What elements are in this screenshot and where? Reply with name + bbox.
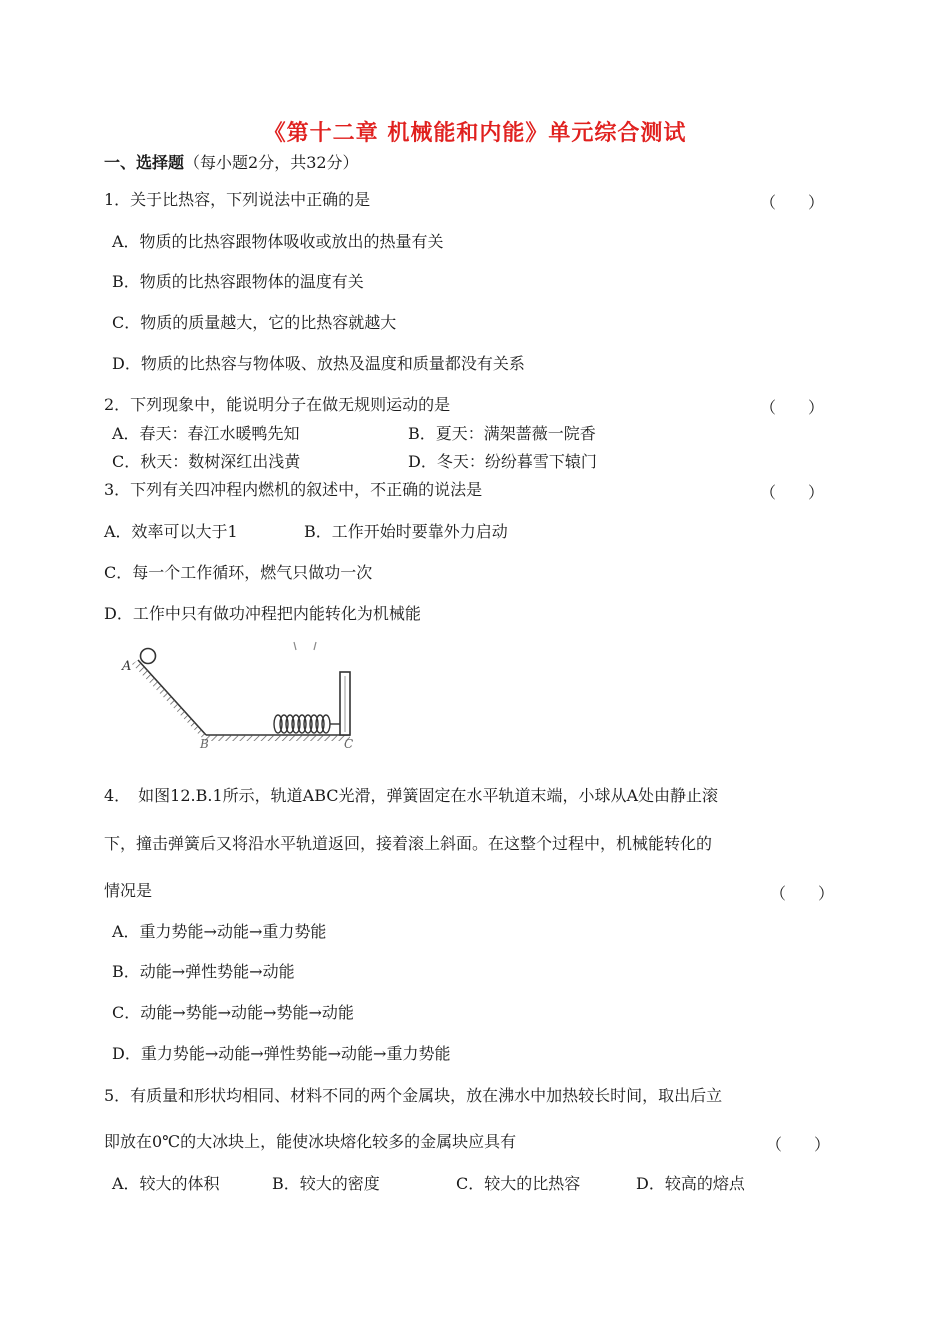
q3-option-d: D．工作中只有做功冲程把内能转化为机械能: [104, 604, 421, 623]
q1-option-c: C．物质的质量越大，它的比热容就越大: [112, 313, 397, 332]
horizontal-track: [206, 735, 350, 741]
q4-stem-line-3: 情况是: [104, 881, 153, 900]
q1-stem: 1．关于比热容，下列说法中正确的是: [104, 190, 371, 209]
page-title: 《第十二章 机械能和内能》单元综合测试: [263, 121, 687, 146]
q1-option-a: A．物质的比热容跟物体吸收或放出的热量有关: [112, 232, 444, 251]
label-a: A: [122, 659, 132, 674]
section-title: 一、选择题: [104, 153, 185, 172]
q4-stem-line-1: 4． 如图12.B.1所示，轨道ABC光滑，弹簧固定在水平轨道末端，小球从A处由静止滚: [104, 786, 719, 805]
spring: [274, 715, 340, 733]
q2-option-a: A．春天：春江水暖鸭先知: [112, 424, 300, 443]
q1-answer-paren: （ ）: [760, 193, 825, 212]
q2-answer-paren: （ ）: [760, 398, 825, 417]
q2-stem: 2．下列现象中，能说明分子在做无规则运动的是: [104, 395, 451, 414]
q3-option-a: A．效率可以大于1: [104, 522, 238, 541]
q4-option-b: B．动能→弹性势能→动能: [112, 962, 295, 981]
ball: [141, 649, 156, 664]
q5-option-a: A．较大的体积: [112, 1174, 220, 1193]
q3-option-b: B．工作开始时要靠外力启动: [304, 522, 508, 541]
q5-stem-line-1: 5．有质量和形状均相同、材料不同的两个金属块，放在沸水中加热较长时间，取出后立: [104, 1086, 723, 1105]
track-spring-figure: [118, 636, 378, 748]
q2-option-c: C．秋天：数树深红出浅黄: [112, 452, 301, 471]
section-heading: [104, 150, 359, 173]
q3-answer-paren: （ ）: [760, 483, 825, 502]
wall: [340, 672, 350, 735]
q5-stem-line-2: 即放在0℃的大冰块上，能使冰块熔化较多的金属块应具有: [104, 1132, 517, 1151]
label-c: C: [344, 737, 354, 748]
q2-option-d: D．冬天：纷纷暮雪下辕门: [408, 452, 597, 471]
q4-option-c: C．动能→势能→动能→势能→动能: [112, 1003, 354, 1022]
q5-option-b: B．较大的密度: [272, 1174, 380, 1193]
q5-option-c: C．较大的比热容: [456, 1174, 581, 1193]
section-note: （每小题2分，共32分）: [184, 153, 359, 172]
q1-option-b: B．物质的比热容跟物体的温度有关: [112, 272, 364, 291]
q3-stem: 3．下列有关四冲程内燃机的叙述中，不正确的说法是: [104, 480, 483, 499]
q4-stem-line-2: 下，撞击弹簧后又将沿水平轨道返回，接着滚上斜面。在这整个过程中，机械能转化的: [104, 834, 713, 853]
q3-option-c: C．每一个工作循环，燃气只做功一次: [104, 563, 373, 582]
q4-answer-paren: （ ）: [770, 884, 835, 903]
incline-track: [132, 660, 206, 742]
q5-option-d: D．较高的熔点: [636, 1174, 745, 1193]
q2-option-b: B．夏天：满架蔷薇一院香: [408, 424, 596, 443]
q4-option-d: D．重力势能→动能→弹性势能→动能→重力势能: [112, 1044, 451, 1063]
q5-answer-paren: （ ）: [766, 1135, 831, 1154]
q4-option-a: A．重力势能→动能→重力势能: [112, 922, 327, 941]
label-b: B: [200, 737, 209, 748]
q1-option-d: D．物质的比热容与物体吸、放热及温度和质量都没有关系: [112, 354, 525, 373]
